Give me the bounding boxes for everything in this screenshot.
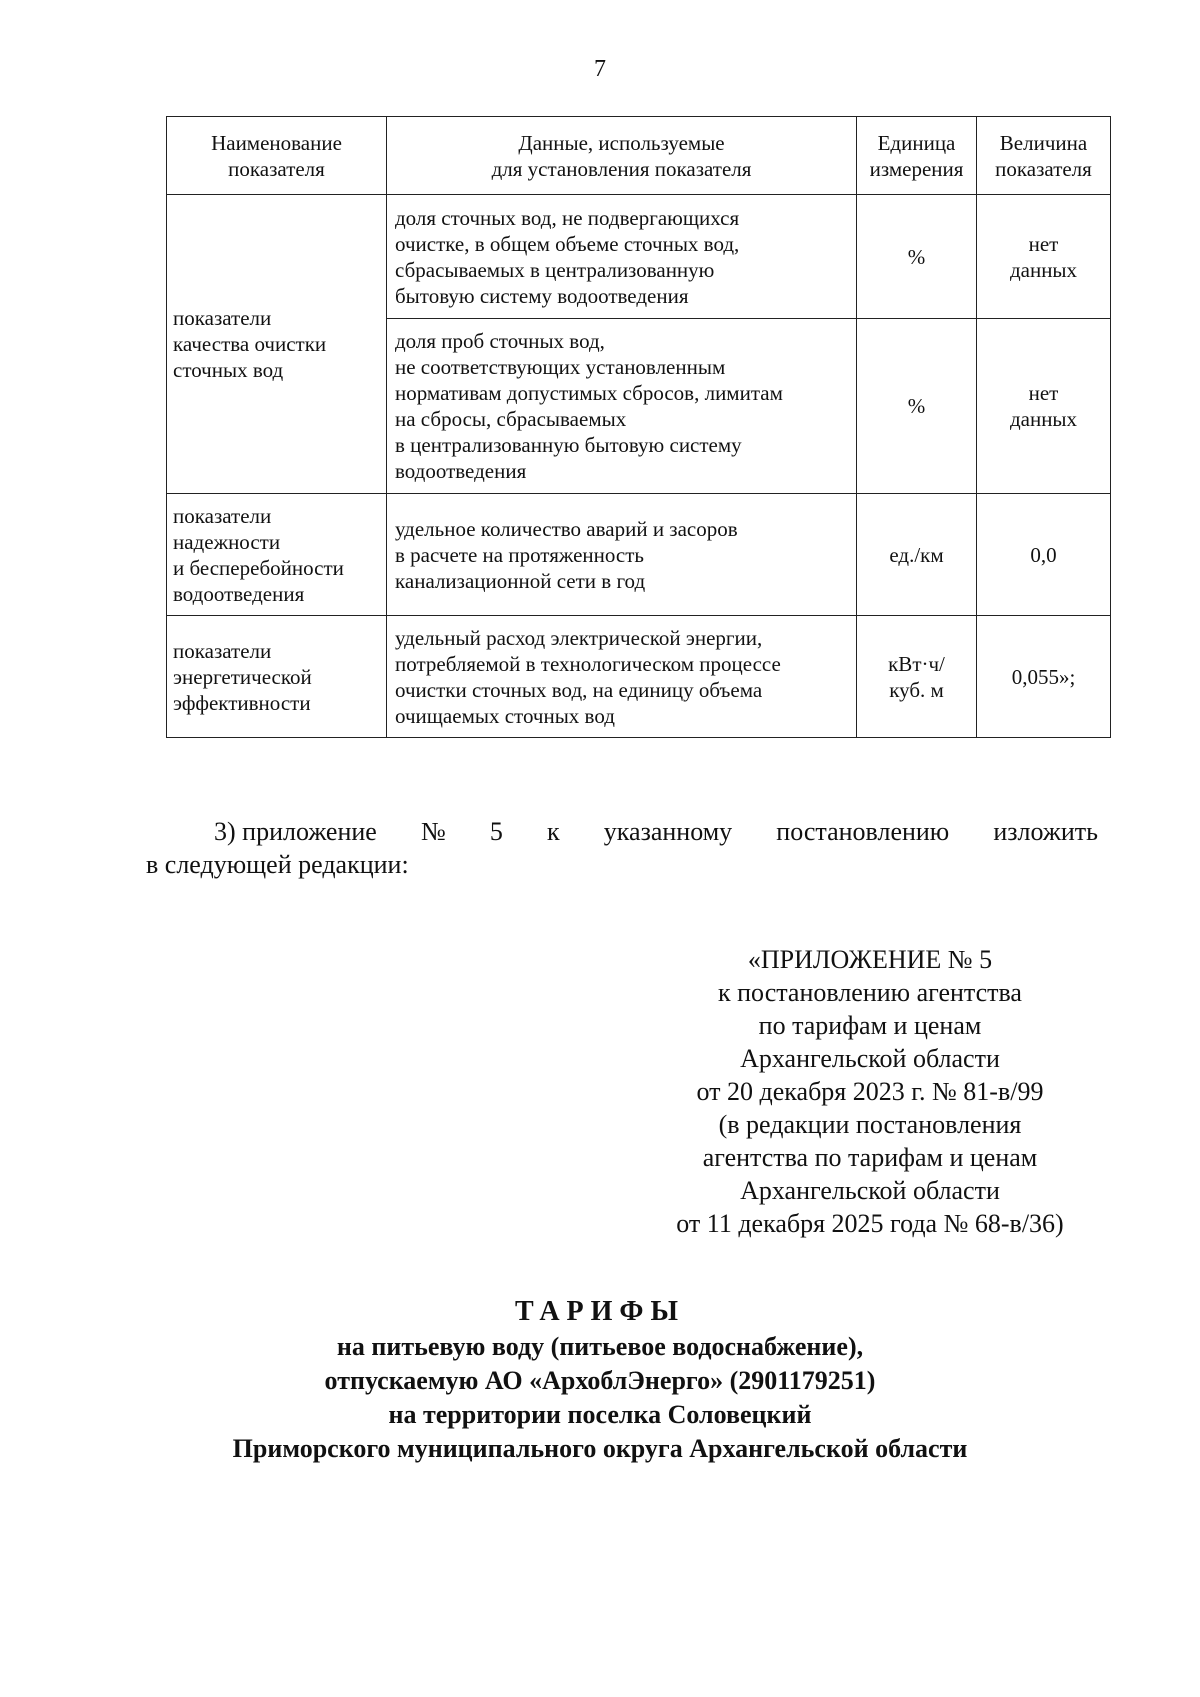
unit-cell: %: [857, 195, 977, 319]
value-cell: нет данных: [977, 195, 1111, 319]
indicator-name-cell: показатели надежности и бесперебойности водоотведения: [167, 494, 387, 616]
appendix-line: от 20 декабря 2023 г. № 81-в/99: [696, 1077, 1044, 1106]
paragraph-word: №: [420, 817, 446, 846]
table-row: [167, 616, 1111, 738]
tariffs-subtitle: [0, 1330, 1200, 1466]
header-indicator-name: Наименование показателя: [167, 117, 387, 195]
header-unit: Единица измерения: [857, 117, 977, 195]
appendix-line: Архангельской области: [740, 1176, 1000, 1205]
appendix-line: «ПРИЛОЖЕНИЕ № 5: [747, 945, 993, 974]
appendix-line: (в редакции постановления: [718, 1110, 1022, 1139]
tariffs-subtitle-line: на питьевую воду (питьевое водоснабжение),: [336, 1332, 864, 1361]
unit-cell: кВт·ч/ куб. м: [857, 616, 977, 738]
table-row: [167, 494, 1111, 616]
unit-cell: %: [857, 319, 977, 494]
appendix-line: от 11 декабря 2025 года № 68-в/36): [676, 1209, 1064, 1238]
value-cell: нет данных: [977, 319, 1111, 494]
tariffs-title: ТАРИФЫ: [515, 1296, 685, 1327]
appendix-line: агентства по тарифам и ценам: [702, 1143, 1038, 1172]
appendix-line: к постановлению агентства: [718, 978, 1022, 1007]
indicators-table: [166, 116, 1111, 738]
paragraph-word: указанному: [603, 817, 733, 846]
appendix-line: Архангельской области: [740, 1044, 1000, 1073]
value-cell: 0,055»;: [977, 616, 1111, 738]
paragraph-word: 3) приложение: [214, 817, 377, 846]
appendix-heading: [620, 943, 1120, 1240]
paragraph-line-1: [146, 815, 1098, 848]
paragraph-word: изложить: [993, 817, 1098, 846]
data-used-cell: удельный расход электрической энергии, потребляемой в технологическом процессе очистки сточных вод, на единицу объема очищаемых сточных вод: [387, 616, 857, 738]
amendment-paragraph: [146, 815, 1098, 881]
table-body: [167, 195, 1111, 738]
page-number: 7: [594, 56, 606, 82]
tariffs-subtitle-line: отпускаемую АО «АрхоблЭнерго» (2901179251): [324, 1366, 876, 1395]
appendix-line: по тарифам и ценам: [758, 1011, 982, 1040]
paragraph-word: 5: [489, 817, 503, 846]
paragraph-word: к: [547, 817, 560, 846]
tariffs-subtitle-line: Приморского муниципального округа Архангельской области: [232, 1434, 968, 1463]
data-used-cell: доля сточных вод, не подвергающихся очистке, в общем объеме сточных вод, сбрасываемых в централизованную бытовую систему водоотведения: [387, 195, 857, 319]
indicator-name-cell: показатели энергетической эффективности: [167, 616, 387, 738]
tariffs-title-block: [0, 1295, 1200, 1466]
table-header-row: [167, 117, 1111, 195]
header-value: Величина показателя: [977, 117, 1111, 195]
table-row: [167, 195, 1111, 319]
indicator-name-cell: показатели качества очистки сточных вод: [167, 195, 387, 494]
header-data-used: Данные, используемые для установления показателя: [387, 117, 857, 195]
tariffs-subtitle-line: на территории поселка Соловецкий: [388, 1400, 812, 1429]
data-used-cell: удельное количество аварий и засоров в расчете на протяженность канализационной сети в год: [387, 494, 857, 616]
paragraph-word: постановлению: [776, 817, 950, 846]
unit-cell: ед./км: [857, 494, 977, 616]
data-used-cell: доля проб сточных вод, не соответствующих установленным нормативам допустимых сбросов, лимитам на сбросы, сбрасываемых в централизованную бытовую систему водоотведения: [387, 319, 857, 494]
paragraph-line-2: в следующей редакции:: [146, 850, 409, 879]
value-cell: 0,0: [977, 494, 1111, 616]
